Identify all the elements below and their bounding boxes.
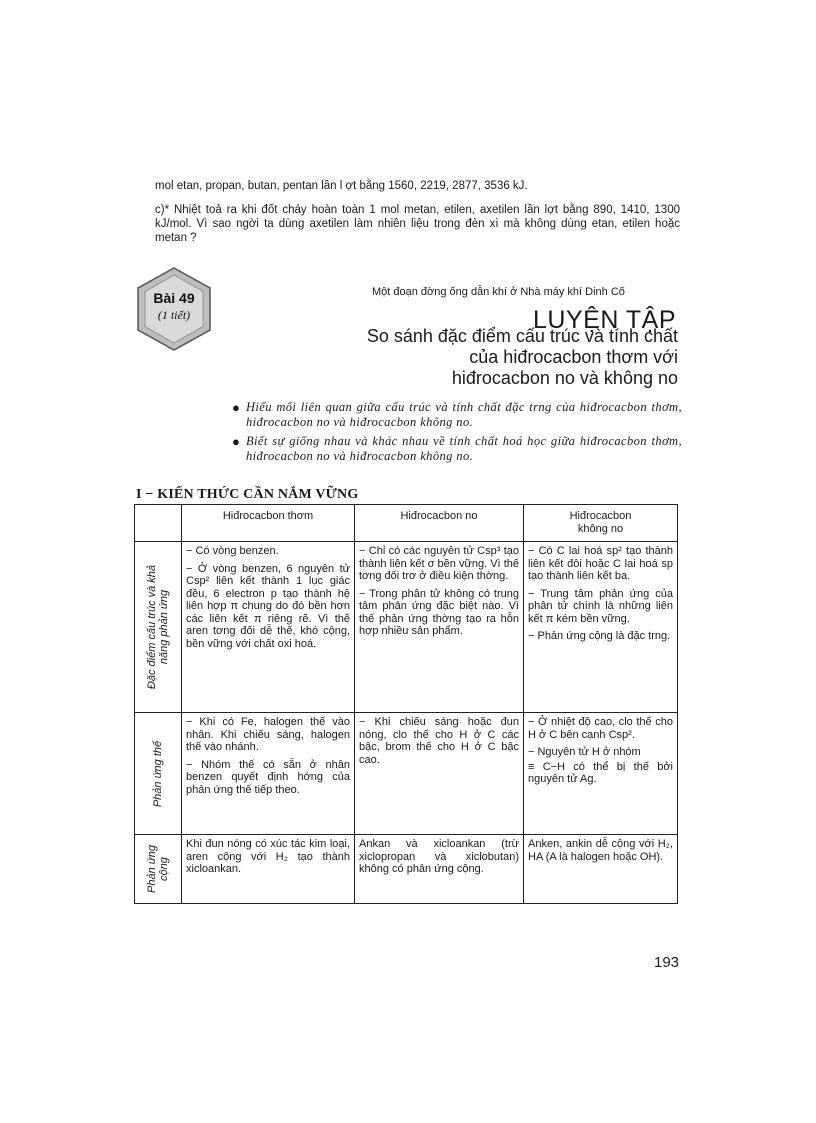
lesson-heading: LUYỆN TẬP bbox=[533, 306, 676, 334]
cell-text: − Ở nhiệt độ cao, clo thế cho H ở C bên cạnh Csp². bbox=[528, 716, 673, 741]
cell-unsaturated bbox=[524, 542, 678, 713]
cell-aromatic bbox=[182, 835, 355, 904]
cell-text: Khi đun nóng có xúc tác kim loại, aren cộng với H₂ tạo thành xicloankan. bbox=[186, 838, 350, 875]
cell-text: Anken, ankin dễ cộng với H₂, HA (A là halogen hoặc OH). bbox=[528, 838, 673, 863]
bullet-icon: ● bbox=[232, 400, 241, 415]
cell-text: ≡ C−H có thể bị thế bởi nguyên tử Ag. bbox=[528, 760, 673, 785]
lesson-title-line-3: hiđrocacbon no và không no bbox=[451, 368, 678, 388]
cell-text: − Khi chiếu sáng hoặc đun nóng, clo thế cho H ở C các bậc, brom thế cho H ở C bậc cao. bbox=[359, 716, 519, 766]
objective-item bbox=[232, 400, 682, 430]
cell-aromatic bbox=[182, 713, 355, 835]
objective-item bbox=[232, 434, 682, 464]
header-unsaturated bbox=[524, 505, 678, 542]
cell-text: − Có vòng benzen. bbox=[186, 545, 279, 557]
row-label-cell bbox=[135, 713, 182, 835]
objective-text: Hiểu mối liên quan giữa cấu trúc và tính chất đặc trng của hiđrocacbon thơm, hiđrocacbon no và hiđrocacbon không no. bbox=[246, 400, 682, 429]
lesson-period: (1 tiết) bbox=[157, 308, 191, 322]
learning-objectives bbox=[232, 400, 682, 468]
cell-text: − Nguyên tử H ở nhóm bbox=[528, 746, 641, 758]
table-row bbox=[135, 713, 678, 835]
cell-text: − Khi có Fe, halogen thế vào nhân. Khi chiếu sáng, halogen thế vào nhánh. bbox=[186, 716, 350, 753]
cell-text: − Trong phân tử không có trung tâm phản ứng đặc biệt nào. Vì thế phản ứng thờng tạo ra hỗn hợp nhiều sản phẩm. bbox=[359, 587, 519, 637]
row-label: Phản ứng cộng bbox=[146, 845, 170, 893]
cell-aromatic bbox=[182, 542, 355, 713]
cell-text: − Có C lai hoá sp² tạo thành liên kết đôi hoặc C lai hoá sp tạo thành liên kết ba. bbox=[528, 545, 673, 582]
table-row bbox=[135, 835, 678, 904]
cell-saturated bbox=[355, 835, 524, 904]
header-saturated: Hiđrocacbon no bbox=[355, 505, 524, 542]
cell-text: − Phản ứng cộng là đặc trng. bbox=[528, 630, 671, 642]
cell-unsaturated bbox=[524, 713, 678, 835]
row-label-cell bbox=[135, 542, 182, 713]
lesson-title-line-2: của hiđrocacbon thơm với bbox=[469, 347, 678, 367]
lesson-title-line-1: So sánh đặc điểm cấu trúc và tính chất bbox=[366, 326, 678, 346]
table-header-row bbox=[135, 505, 678, 542]
image-caption: Một đoạn đờng ống dẫn khí ở Nhà máy khí Dinh Cố bbox=[372, 286, 625, 298]
row-label: Phản ứng thế bbox=[152, 740, 164, 807]
cell-unsaturated bbox=[524, 835, 678, 904]
cell-saturated bbox=[355, 713, 524, 835]
exercise-c-paragraph: c)* Nhiệt toả ra khi đốt cháy hoàn toàn 1 mol metan, etilen, axetilen lần lợt bằng 890, 1410, 1300 kJ/mol. Vì sao ngời ta dùng axetilen làm nhiên liệu trong đèn xì mà không dùng etan, etilen hoặc metan ? bbox=[155, 204, 680, 244]
lesson-badge-text bbox=[136, 290, 212, 323]
cell-text: − Ở vòng benzen, 6 nguyên tử Csp² liên kết thành 1 lục giác đều, 6 electron p tạo thành hệ liên hợp π chung do đó bền hơn các liên kết π riêng rẽ. Vì thế aren tơng đối dễ thế, khó cộng, bền vững với chất oxi hoá. bbox=[186, 562, 350, 650]
header-unsaturated-text: Hiđrocacbon không no bbox=[569, 510, 632, 535]
lesson-number: Bài 49 bbox=[153, 290, 195, 306]
page-number: 193 bbox=[654, 954, 680, 971]
objective-text: Biết sự giống nhau và khác nhau về tính chất hoá học giữa hiđrocacbon thơm, hiđrocacbon no và hiđrocacbon không no. bbox=[246, 434, 682, 463]
table-row bbox=[135, 542, 678, 713]
cell-saturated bbox=[355, 542, 524, 713]
cell-text: − Trung tâm phản ứng của phân tử chính là những liên kết π kém bền vững. bbox=[528, 587, 673, 625]
continued-text-line: mol etan, propan, butan, pentan lần l ợt bằng 1560, 2219, 2877, 3536 kJ. bbox=[155, 180, 528, 192]
cell-text: − Nhóm thế có sẵn ở nhân benzen quyết định hớng của phản ứng thế tiếp theo. bbox=[186, 758, 350, 796]
cell-text: Ankan và xicloankan (trừ xiclopropan và xiclobutan) không có phản ứng cộng. bbox=[359, 838, 519, 875]
header-aromatic: Hiđrocacbon thơm bbox=[182, 505, 355, 542]
section-title: I − KIẾN THỨC CẦN NẮM VỮNG bbox=[136, 487, 359, 502]
row-label-cell bbox=[135, 835, 182, 904]
cell-text: − Chỉ có các nguyên tử Csp³ tạo thành liên kết σ bền vững. Vì thế tơng đối trơ ở điều kiện thờng. bbox=[359, 545, 519, 582]
table-corner-cell bbox=[135, 505, 182, 542]
row-label: Đặc điểm cấu trúc và khả năng phản ứng bbox=[146, 564, 170, 690]
comparison-table bbox=[134, 504, 678, 904]
bullet-icon: ● bbox=[232, 434, 241, 449]
